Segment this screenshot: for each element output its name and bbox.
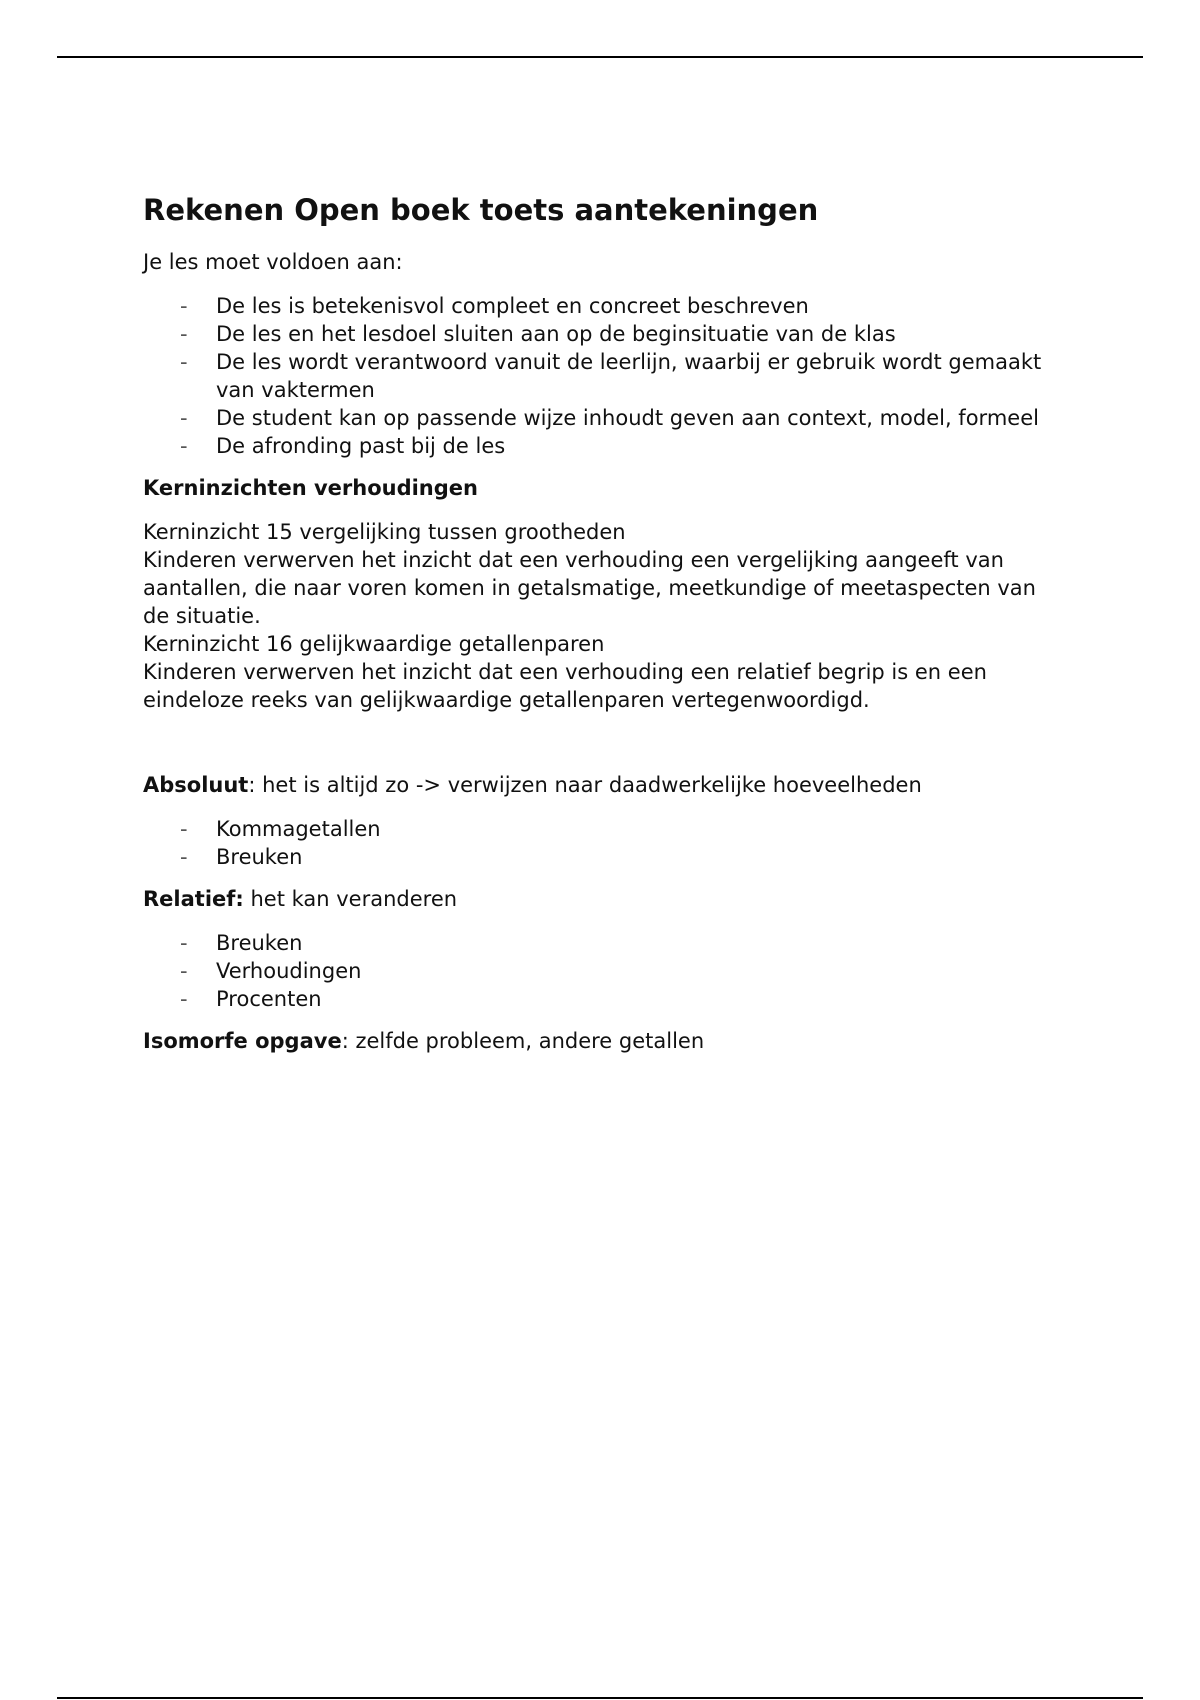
dash-bullet: - [180,434,188,458]
requirements-list [143,292,1063,460]
intro-text: Je les moet voldoen aan: [143,250,403,274]
dash-bullet: - [180,406,188,430]
list-item: - Breuken [180,845,303,869]
list-item: - De les is betekenisvol compleet en concreet beschreven [180,294,809,318]
list-item: - De afronding past bij de les [180,434,506,458]
absoluut-list [143,815,1063,871]
list-item: - Breuken [180,931,303,955]
dash-bullet: - [180,294,188,318]
dash-bullet: - [180,959,188,983]
header-rule [57,56,1143,58]
isomorf-term: Isomorfe opgave [143,1029,342,1053]
relatief-definition: Relatief: het kan veranderen [143,887,458,911]
dash-bullet: - [180,845,188,869]
relatief-list [143,929,1063,1013]
dash-bullet: - [180,350,188,374]
page-title: Rekenen Open boek toets aantekeningen [143,193,819,227]
kerninzicht-line: Kerninzicht 16 gelijkwaardige getallenparen [143,632,605,656]
dash-bullet: - [180,817,188,841]
list-item: - De les en het lesdoel sluiten aan op de beginsituatie van de klas [180,322,896,346]
dash-bullet: - [180,322,188,346]
kerninzicht-line: Kinderen verwerven het inzicht dat een verhouding een vergelijking aangeeft van aantallen, die naar voren komen in getalsmatige, meetkundige of meetaspecten van [143,548,1036,600]
dash-bullet: - [180,931,188,955]
list-item: - Procenten [180,987,322,1011]
kerninzicht-line: Kerninzicht 15 vergelijking tussen grootheden [143,520,626,544]
footer-rule [57,1697,1143,1699]
relatief-term: Relatief: [143,887,244,911]
kerninzicht-line: Kinderen verwerven het inzicht dat een verhouding een relatief begrip is en een eindeloze reeks van gelijkwaardige getallenparen vertegenwoordigd. [143,660,987,712]
dash-bullet: - [180,987,188,1011]
absoluut-definition: Absoluut: het is altijd zo -> verwijzen naar daadwerkelijke hoeveelheden [143,773,922,797]
kerninzicht-line: de situatie. [143,604,261,628]
list-item: - Kommagetallen [180,817,381,841]
isomorf-definition: Isomorfe opgave: zelfde probleem, andere getallen [143,1029,705,1053]
list-item: - Verhoudingen [180,959,362,983]
document-body [143,188,1063,1071]
list-item: - De student kan op passende wijze inhoudt geven aan context, model, formeel [180,406,1039,430]
kerninzichten-block [143,518,1063,714]
absoluut-term: Absoluut [143,773,249,797]
list-item: - De les wordt verantwoord vanuit de leerlijn, waarbij er gebruik wordt gemaakt van vaktermen [180,350,1042,402]
kerninzichten-heading: Kerninzichten verhoudingen [143,476,478,500]
